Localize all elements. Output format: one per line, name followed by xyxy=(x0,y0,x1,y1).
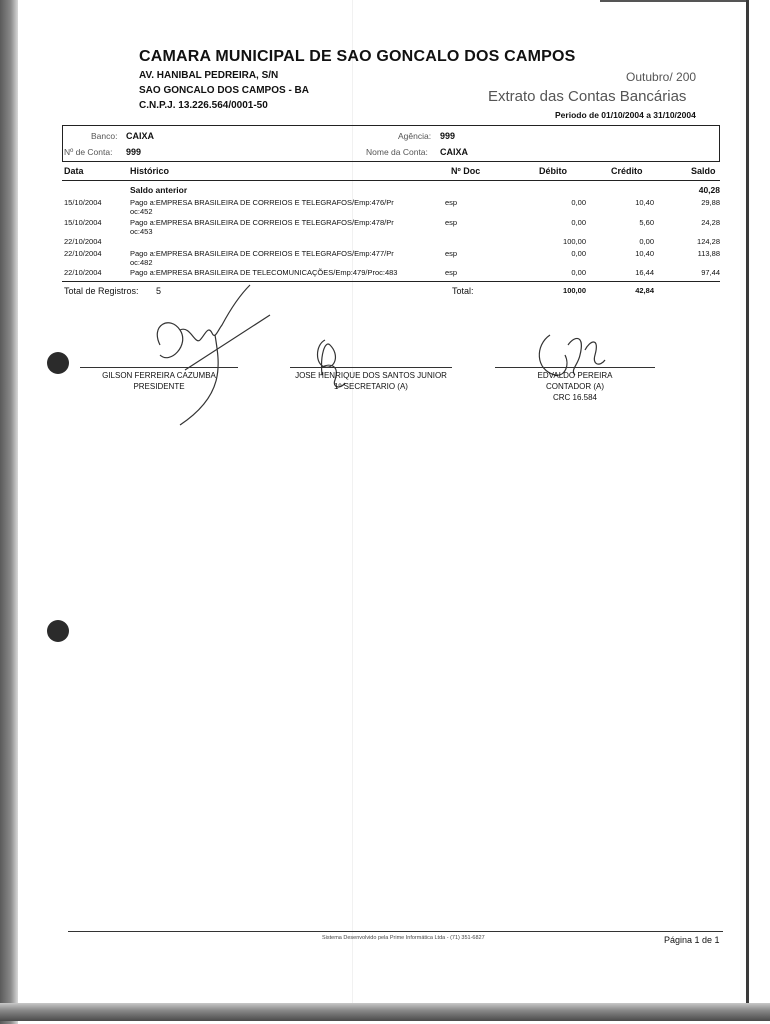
table-header-divider xyxy=(62,180,720,181)
address: AV. HANIBAL PEDREIRA, S/N xyxy=(139,70,279,81)
row-debit: 100,00 xyxy=(563,237,586,246)
column-header-doc: Nº Doc xyxy=(451,166,481,176)
punch-hole-bottom xyxy=(47,620,69,642)
org-name: CAMARA MUNICIPAL DE SAO GONCALO DOS CAMPOS xyxy=(139,48,576,65)
bank-value: CAIXA xyxy=(126,131,155,141)
total-records-label: Total de Registros: xyxy=(64,286,139,296)
row-balance: 97,44 xyxy=(701,268,720,277)
opening-balance-value: 40,28 xyxy=(698,185,720,195)
row-balance: 113,88 xyxy=(697,249,720,258)
president-role: PRESIDENTE xyxy=(133,382,185,391)
row-history-cont: oc:482 xyxy=(130,258,153,267)
software-note: Sistema Desenvolvido pela Prime Informática Ltda - (71) 351-6827 xyxy=(322,935,485,941)
row-credit: 0,00 xyxy=(639,237,654,246)
row-date: 15/10/2004 xyxy=(64,198,102,207)
scan-shadow-bottom xyxy=(0,1003,770,1021)
account-name-label: Nome da Conta: xyxy=(366,147,428,157)
row-credit: 16,44 xyxy=(635,268,654,277)
signature-line-secretary xyxy=(290,367,452,368)
report-period: Periodo de 01/10/2004 a 31/10/2004 xyxy=(555,110,696,120)
cnpj: C.N.P.J. 13.226.564/0001-50 xyxy=(139,100,268,111)
account-number-value: 999 xyxy=(126,147,142,157)
report-month: Outubro/ 200 xyxy=(626,70,697,84)
accountant-crc: CRC 16.584 xyxy=(552,393,598,402)
account-name-value: CAIXA xyxy=(440,147,469,157)
signature-line-president xyxy=(80,367,238,368)
total-records-value: 5 xyxy=(156,286,162,296)
row-doc: esp xyxy=(445,198,458,207)
row-credit: 10,40 xyxy=(635,198,654,207)
secretary-role: 1º SECRETARIO (A) xyxy=(334,382,408,391)
total-debit: 100,00 xyxy=(563,286,586,295)
row-doc: esp xyxy=(445,218,458,227)
accountant-role: CONTADOR (A) xyxy=(545,382,605,391)
row-debit: 0,00 xyxy=(571,218,586,227)
scan-shadow-top xyxy=(600,0,746,2)
punch-hole-top xyxy=(47,352,69,374)
column-header-debit: Débito xyxy=(539,166,567,176)
total-label: Total: xyxy=(452,286,474,296)
row-history: Pago a:EMPRESA BRASILEIRA DE TELECOMUNICAÇÕES/Emp:479/Proc:483 xyxy=(130,268,398,277)
row-credit: 5,60 xyxy=(639,218,654,227)
row-history: Pago a:EMPRESA BRASILEIRA DE CORREIOS E TELEGRAFOS/Emp:476/Pr xyxy=(130,198,394,207)
row-history-cont: oc:452 xyxy=(130,207,153,216)
row-doc: esp xyxy=(445,268,458,277)
table-footer-divider xyxy=(62,281,720,282)
document-title: Extrato das Contas Bancárias xyxy=(488,88,687,105)
row-debit: 0,00 xyxy=(571,249,586,258)
signature-line-accountant xyxy=(495,367,655,368)
accountant-name: EDVALDO PEREIRA xyxy=(537,371,613,380)
row-date: 22/10/2004 xyxy=(64,268,102,277)
secretary-name: JOSE HENRIQUE DOS SANTOS JUNIOR xyxy=(295,371,447,380)
row-date: 22/10/2004 xyxy=(64,237,102,246)
row-balance: 24,28 xyxy=(701,218,720,227)
agency-label: Agência: xyxy=(398,131,432,141)
page-number: Página 1 de 1 xyxy=(664,935,720,945)
row-doc: esp xyxy=(445,249,458,258)
row-history: Pago a:EMPRESA BRASILEIRA DE CORREIOS E TELEGRAFOS/Emp:477/Pr xyxy=(130,249,394,258)
total-credit: 42,84 xyxy=(635,286,654,295)
row-history-cont: oc:453 xyxy=(130,227,153,236)
scan-shadow-left xyxy=(0,0,18,1024)
footer-divider xyxy=(68,931,723,932)
column-header-balance: Saldo xyxy=(691,166,716,176)
account-number-label: Nº de Conta: xyxy=(64,147,113,157)
row-balance: 29,88 xyxy=(701,198,720,207)
city: SAO GONCALO DOS CAMPOS - BA xyxy=(139,85,310,96)
opening-balance-label: Saldo anterior xyxy=(130,185,188,195)
scan-shadow-right xyxy=(746,0,749,1005)
row-date: 22/10/2004 xyxy=(64,249,102,258)
row-credit: 10,40 xyxy=(635,249,654,258)
row-history: Pago a:EMPRESA BRASILEIRA DE CORREIOS E TELEGRAFOS/Emp:478/Pr xyxy=(130,218,394,227)
row-balance: 124,28 xyxy=(697,237,720,246)
column-header-history: Histórico xyxy=(130,166,170,176)
row-debit: 0,00 xyxy=(571,198,586,207)
bank-label: Banco: xyxy=(91,131,118,141)
agency-value: 999 xyxy=(440,131,456,141)
column-header-date: Data xyxy=(64,166,84,176)
column-header-credit: Crédito xyxy=(611,166,643,176)
row-debit: 0,00 xyxy=(571,268,586,277)
signature-president xyxy=(140,285,280,435)
president-name: GILSON FERREIRA CAZUMBA xyxy=(102,371,216,380)
row-date: 15/10/2004 xyxy=(64,218,102,227)
